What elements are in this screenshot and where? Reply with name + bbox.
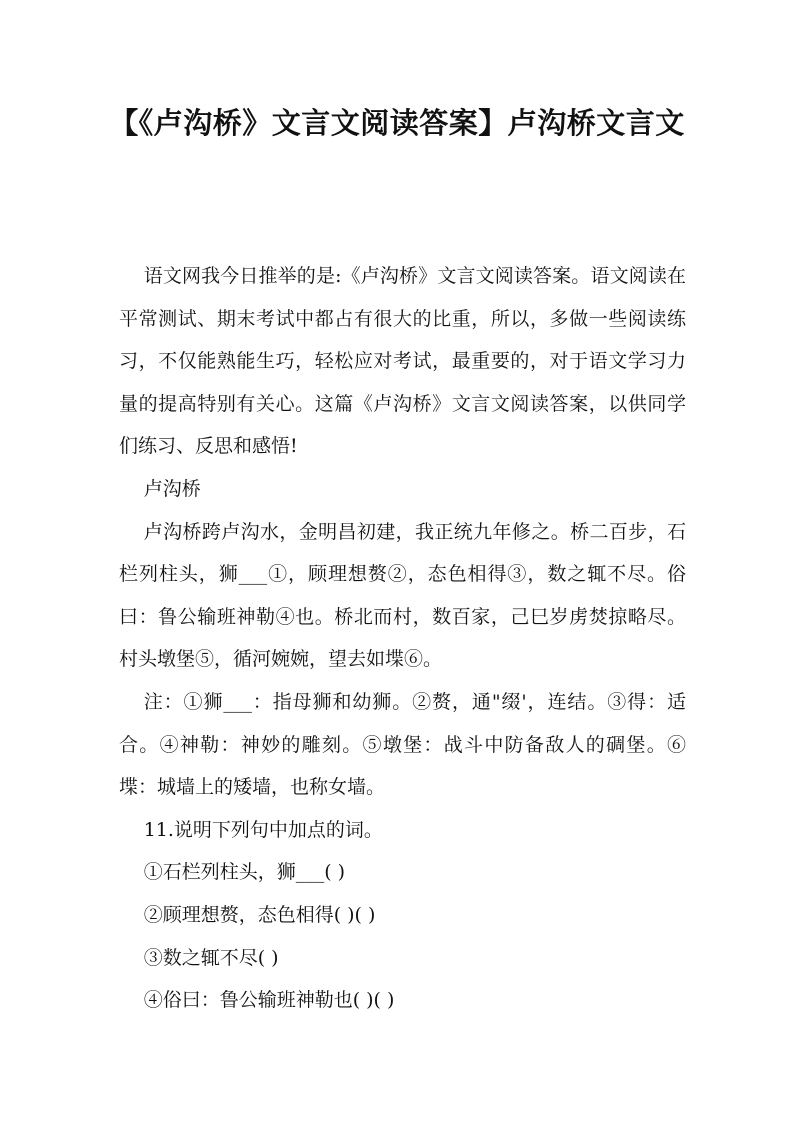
question-item: ③数之辄不尽( ) — [143, 946, 279, 969]
question-item: ②顾理想赘，态色相得( )( ) — [143, 903, 376, 926]
question-line: 11.说明下列句中加点的词。 — [143, 818, 383, 841]
intro-paragraph: 语文网我今日推举的是:《卢沟桥》文言文阅读答案。语文阅读在平常测试、期末考试中都占有很大的比重，所以，多做一些阅读练习，不仅能熟能生巧，轻松应对考试，最重要的，对于语文学习力量的提高特别有关心。这篇《卢沟桥》文言文阅读答案，以供同学们练习、反思和感悟! — [119, 265, 686, 458]
document-title: 【《卢沟桥》文言文阅读答案】卢沟桥文言文 — [109, 106, 685, 140]
question-item: ①石栏列柱头，狮___( ) — [143, 861, 346, 884]
passage-heading: 卢沟桥 — [143, 477, 201, 500]
document-body — [119, 255, 686, 1022]
notes-paragraph: 注：①狮___：指母狮和幼狮。②赘，通"缀'，连结。③得：适合。④神勒：神妙的雕刻。⑤墩堡：战斗中防备敌人的碉堡。⑥堞：城墙上的矮墙，也称女墙。 — [119, 690, 686, 799]
passage-paragraph: 卢沟桥跨卢沟水，金明昌初建，我正统九年修之。桥二百步，石栏列柱头，狮___①，顾理想赘②，态色相得③，数之辄不尽。俗曰：鲁公输班神勒④也。桥北而村，数百家，己巳岁虏焚掠略尽。村头墩堡⑤，循河婉婉，望去如堞⑥。 — [119, 520, 686, 671]
question-item: ④俗曰：鲁公输班神勒也( )( ) — [143, 989, 395, 1012]
